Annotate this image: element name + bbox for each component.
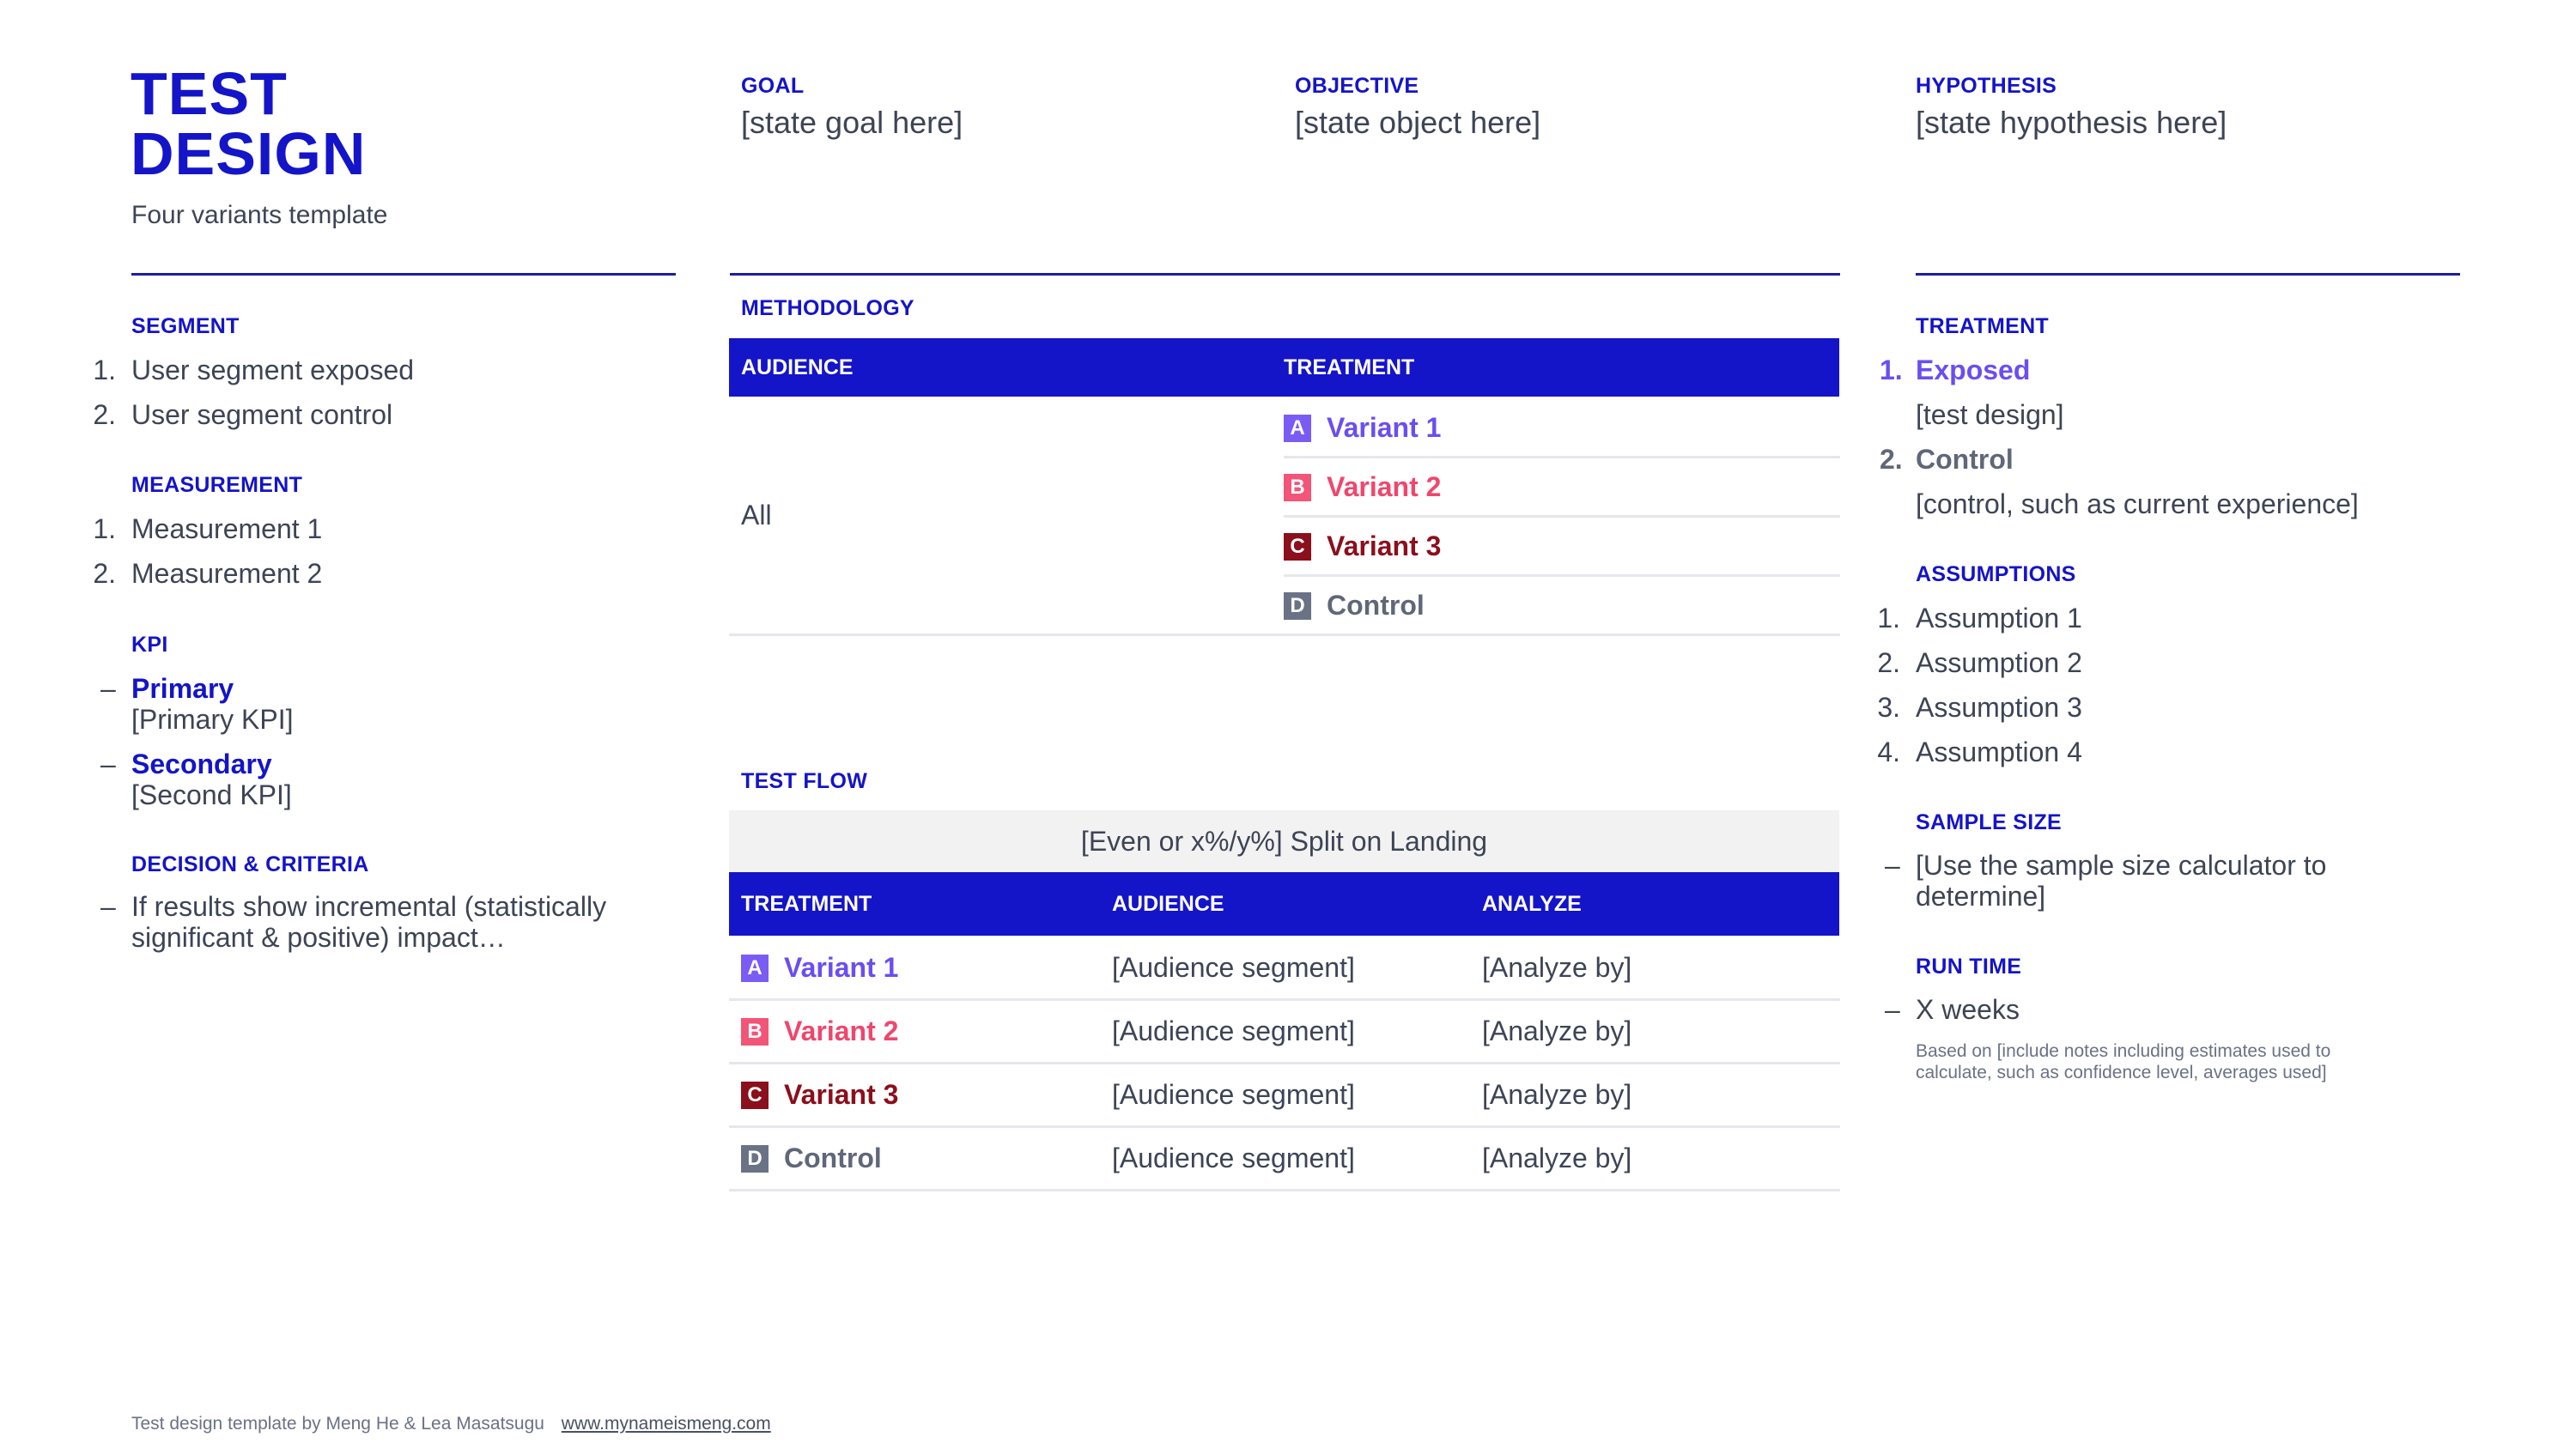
measurement-label: MEASUREMENT (131, 473, 303, 497)
methodology-variant-b (1284, 471, 1441, 502)
list-item: 1. User segment exposed (93, 355, 415, 385)
objective-value: [state object here] (1295, 105, 1541, 140)
audience-cell: [Audience segment] (1112, 952, 1355, 983)
treatment-cell (741, 952, 898, 984)
assumptions-list (1877, 596, 2082, 774)
divider-center (730, 273, 1840, 276)
split-banner (729, 810, 1839, 872)
dash-bullet: – (1885, 994, 1900, 1025)
table-row (729, 936, 1839, 999)
audience-cell: [Audience segment] (1112, 1016, 1355, 1046)
sample-size-text: – [Use the sample size calculator to determine] (1885, 850, 2327, 912)
list-item: 2. Measurement 2 (93, 558, 323, 589)
dash-bullet: – (1885, 850, 1900, 881)
kpi-primary (100, 673, 294, 735)
treatment-control-desc: [control, such as current experience] (1916, 488, 2359, 519)
treatment-cell (741, 1016, 898, 1047)
test-flow-label: TEST FLOW (741, 769, 868, 793)
kpi-secondary-title: Secondary (131, 749, 272, 779)
table-row (729, 1126, 1839, 1190)
variant-b-badge: B (741, 1018, 769, 1046)
treatment-cell (741, 1079, 898, 1111)
run-time-label: RUN TIME (1916, 955, 2022, 979)
table-bottom-rule (729, 1189, 1840, 1191)
variant-name: Variant 1 (784, 952, 899, 983)
variant-name: Variant 3 (1327, 530, 1442, 561)
decision-label: DECISION & CRITERIA (131, 852, 369, 876)
list-item: 2. Control (1880, 444, 2014, 475)
variant-name: Variant 2 (1327, 471, 1442, 502)
variant-name: Control (784, 1143, 882, 1173)
control-badge: D (741, 1145, 769, 1173)
sample-size-label: SAMPLE SIZE (1916, 810, 2062, 834)
list-item: 1. Assumption 1 (1877, 603, 2082, 634)
treatment-exposed-title: Exposed (1916, 355, 2031, 385)
page-title-line-2: DESIGN (131, 120, 367, 187)
variant-c-badge: C (741, 1082, 769, 1109)
footer-credit: Test design template by Meng He & Lea Masatsugu (131, 1414, 544, 1434)
audience-cell: [Audience segment] (1112, 1079, 1355, 1110)
footer (131, 1414, 771, 1434)
analyze-cell: [Analyze by] (1482, 952, 1632, 983)
kpi-primary-title: Primary (131, 673, 234, 704)
dash-bullet: – (100, 749, 116, 779)
hypothesis-value: [state hypothesis here] (1916, 105, 2227, 140)
list-item: 1. Exposed (1880, 355, 2031, 385)
kpi-secondary-value: [Second KPI] (131, 779, 292, 810)
test-flow-table-header (729, 872, 1839, 936)
goal-label: GOAL (741, 74, 805, 98)
page-title-line-1: TEST (131, 60, 288, 127)
variant-a-badge: A (741, 955, 769, 982)
variant-b-badge: B (1284, 474, 1311, 501)
row-divider (1284, 515, 1840, 518)
variant-name: Variant 3 (784, 1079, 899, 1110)
table-bottom-rule (729, 634, 1840, 636)
dash-bullet: – (100, 891, 116, 922)
divider-right (1916, 273, 2460, 276)
run-time-note: Based on [include notes including estimates used to calculate, such as confidence level, averages used] (1916, 1041, 2331, 1082)
split-text: [Even or x%/y%] Split on Landing (1080, 825, 1488, 857)
assumptions-label: ASSUMPTIONS (1916, 562, 2076, 586)
page-title (131, 60, 367, 187)
methodology-variant-c (1284, 530, 1441, 561)
goal-value: [state goal here] (741, 105, 963, 140)
list-item: 2. User segment control (93, 399, 393, 430)
treatment-cell (741, 1143, 882, 1174)
variant-a-badge: A (1284, 415, 1311, 442)
analyze-cell: [Analyze by] (1482, 1079, 1632, 1110)
column-header-analyze: ANALYZE (1482, 891, 1582, 916)
list-item: 4. Assumption 4 (1877, 737, 2082, 767)
hypothesis-label: HYPOTHESIS (1916, 74, 2057, 98)
audience-cell: [Audience segment] (1112, 1143, 1355, 1173)
objective-label: OBJECTIVE (1295, 74, 1419, 98)
column-header-audience: AUDIENCE (741, 355, 854, 379)
page-subtitle: Four variants template (131, 201, 388, 229)
list-item: 2. Assumption 2 (1877, 647, 2082, 678)
treatment-list (1880, 348, 2359, 526)
table-row (729, 999, 1839, 1063)
variant-name: Variant 2 (784, 1016, 899, 1046)
column-header-treatment: TREATMENT (741, 891, 872, 916)
kpi-label: KPI (131, 633, 168, 657)
treatment-exposed-desc: [test design] (1916, 399, 2064, 430)
variant-name: Variant 1 (1327, 412, 1442, 443)
treatment-label: TREATMENT (1916, 314, 2049, 338)
methodology-variant-d (1284, 590, 1425, 621)
footer-link[interactable]: www.mynameismeng.com (561, 1414, 771, 1434)
methodology-table-header (729, 338, 1839, 397)
control-badge: D (1284, 592, 1311, 620)
list-item: 1. Measurement 1 (93, 513, 323, 544)
kpi-secondary (100, 749, 292, 810)
methodology-variant-a (1284, 412, 1441, 443)
segment-label: SEGMENT (131, 314, 240, 338)
methodology-label: METHODOLOGY (741, 296, 914, 320)
row-divider (1284, 456, 1840, 458)
dash-bullet: – (100, 673, 116, 704)
run-time-value: – X weeks (1885, 994, 2020, 1025)
treatment-control-title: Control (1916, 444, 2014, 475)
decision-text: – If results show incremental (statistically significant & positive) impact… (100, 891, 607, 953)
segment-list (93, 348, 415, 437)
table-row (729, 1063, 1839, 1126)
column-header-treatment: TREATMENT (1284, 355, 1415, 379)
list-item: 3. Assumption 3 (1877, 692, 2082, 723)
column-header-audience: AUDIENCE (1112, 891, 1224, 916)
kpi-primary-value: [Primary KPI] (131, 704, 294, 735)
methodology-audience-all: All (741, 500, 772, 530)
row-divider (1284, 574, 1840, 577)
analyze-cell: [Analyze by] (1482, 1016, 1632, 1046)
variant-c-badge: C (1284, 533, 1311, 561)
divider-left (131, 273, 676, 276)
analyze-cell: [Analyze by] (1482, 1143, 1632, 1173)
measurement-list (93, 506, 323, 596)
variant-name: Control (1327, 590, 1425, 621)
